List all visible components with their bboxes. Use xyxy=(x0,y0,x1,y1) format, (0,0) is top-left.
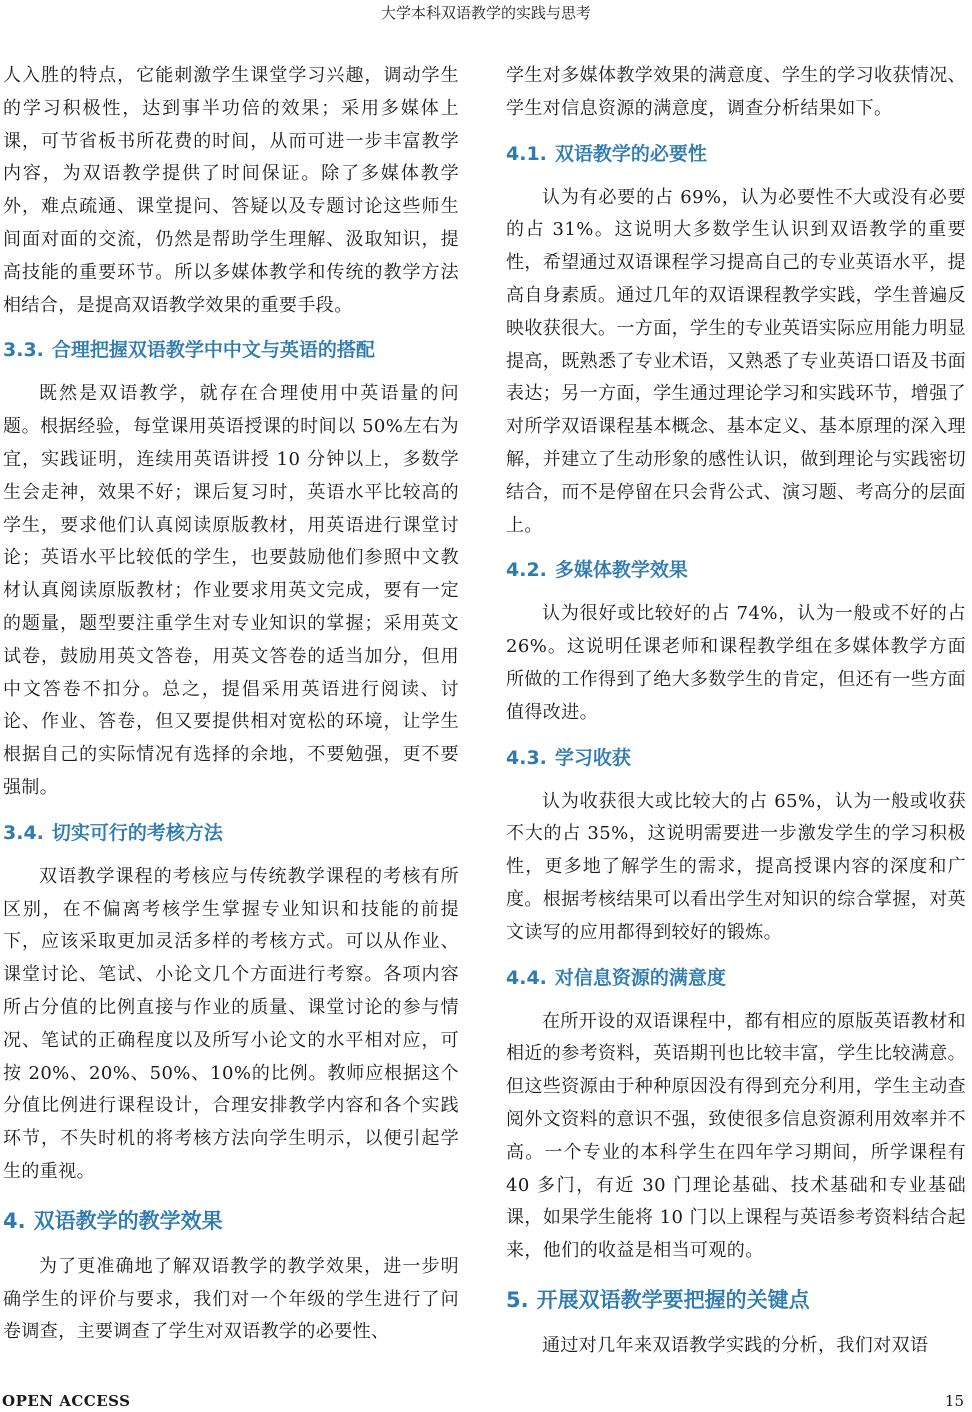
paragraph-continued: 人入胜的特点，它能刺激学生课堂学习兴趣，调动学生的学习积极性，达到事半功倍的效果；采用多媒体上课，可节省板书所花费的时间，从而可进一步丰富教学内容，为双语教学提供了时间保证。除了多媒体教学外，难点疏通、课堂提问、答疑以及专题讨论这些师生间面对面的交流，仍然是帮助学生理解、汲取知识，提高技能的重要环节。所以多媒体教学和传统的教学方法相结合，是提高双语教学效果的重要手段。 xyxy=(3,65,459,316)
left-column xyxy=(3,60,459,1349)
section-title: 合理把握双语教学中中文与英语的搭配 xyxy=(51,339,375,362)
section-heading-4-1 xyxy=(506,142,966,166)
section-number: 4.1. xyxy=(506,142,547,165)
paragraph-3-4: 双语教学课程的考核应与传统教学课程的考核有所区别，在不偏离考核学生掌握专业知识和技能的前提下，应该采取更加灵活多样的考核方式。可以从作业、课堂讨论、笔试、小论文几个方面进行考察。各项内容所占分值的比例直接与作业的质量、课堂讨论的参与情况、笔试的正确程度以及所写小论文的水平相对应，可按 20%、20%、50%、10%的比例。教师应根据这个分值比例进行课程设计，合理安排教学内容和各个实践环节，不失时机的将考核方法向学生明示，以便引起学生的重视。 xyxy=(3,865,459,1182)
right-column xyxy=(506,60,966,1363)
section-heading-3-4 xyxy=(3,821,459,845)
section-heading-4-2 xyxy=(506,558,966,582)
paragraph-4-2: 认为很好或比较好的占 74%，认为一般或不好的占 26%。这说明任课老师和课程教学组在多媒体教学方面所做的工作得到了绝大多数学生的肯定，但还有一些方面值得改进。 xyxy=(506,603,966,723)
section-number: 4.3. xyxy=(506,746,547,769)
section-number: 4.2. xyxy=(506,559,547,582)
section-heading-4-4 xyxy=(506,966,966,990)
section-title: 多媒体教学效果 xyxy=(554,559,688,582)
paragraph-4-4: 在所开设的双语课程中，都有相应的原版英语教材和相近的参考资料，英语期刊也比较丰富，学生比较满意。但这些资源由于种种原因没有得到充分利用，学生主动查阅外文资料的意识不强，致使很多信息资源利用效率并不高。一个专业的本科学生在四年学习期间，所学课程有 40 多门，有近 30 门理论基础、技术基础和专业基础课，如果学生能将 10 门以上课程与英语参考资料结合起来，他们的收益是相当可观的。 xyxy=(506,1010,966,1262)
section-number: 5. xyxy=(506,1287,529,1312)
paragraph-3-3: 既然是双语教学，就存在合理使用中英语量的问题。根据经验，每堂课用英语授课的时间以 50%左右为宜，实践证明，连续用英语讲授 10 分钟以上，多数学生会走神，效果不好；课后复习时，英语水平比较高的学生，要求他们认真阅读原版教材，用英语进行课堂讨论；英语水平比较低的学生，也要鼓励他们参照中文教材认真阅读原版教材；作业要求用英文完成，要有一定的题量，题型要注重学生对专业知识的掌握；采用英文试卷，鼓励用英文答卷，用英文答卷的适当加分，但用中文答卷不扣分。总之，提倡采用英语进行阅读、讨论、作业、答卷，但又要提供相对宽松的环境，让学生根据自己的实际情况有选择的余地，不要勉强，更不要强制。 xyxy=(3,383,459,798)
paragraph-5: 通过对几年来双语教学实践的分析，我们对双语 xyxy=(542,1334,929,1356)
section-number: 3.4. xyxy=(3,821,44,844)
paragraph-4-1: 认为有必要的占 69%，认为必要性不大或没有必要的占 31%。这说明大多数学生认识到双语教学的重要性，希望通过双语课程学习提高自己的专业英语水平，提高自身素质。通过几年的双语课程教学实践，学生普遍反映收获很大。一方面，学生的专业英语实际应用能力明显提高，既熟悉了专业术语，又熟悉了专业英语口语及书面表达；另一方面，学生通过理论学习和实践环节，增强了对所学双语课程基本概念、基本定义、基本原理的深入理解，并建立了生动形象的感性认识，做到理论与实践密切结合，而不是停留在只会背公式、演习题、考高分的层面上。 xyxy=(506,186,966,536)
page-number: 15 xyxy=(944,1392,964,1410)
running-header: 大学本科双语教学的实践与思考 xyxy=(380,4,591,22)
open-access-label: OPEN ACCESS xyxy=(2,1392,131,1410)
paragraph-4: 为了更准确地了解双语教学的教学效果，进一步明确学生的评价与要求，我们对一个年级的学生进行了问卷调查，主要调查了学生对双语教学的必要性、 xyxy=(3,1255,459,1343)
section-heading-5 xyxy=(506,1286,966,1314)
section-title: 切实可行的考核方法 xyxy=(51,821,223,844)
paragraph-continued: 学生对多媒体教学效果的满意度、学生的学习收获情况、学生对信息资源的满意度，调查分析结果如下。 xyxy=(506,65,966,119)
section-title: 开展双语教学要把握的关键点 xyxy=(536,1287,810,1312)
paragraph-4-3: 认为收获很大或比较大的占 65%，认为一般或收获不大的占 35%，这说明需要进一步激发学生的学习积极性，更多地了解学生的需求，提高授课内容的深度和广度。根据考核结果可以看出学生对知识的综合掌握，对英文读写的应用都得到较好的锻炼。 xyxy=(506,790,966,943)
section-number: 3.3. xyxy=(3,339,44,362)
section-heading-3-3 xyxy=(3,338,459,362)
section-heading-4 xyxy=(3,1207,459,1235)
section-title: 学习收获 xyxy=(554,746,631,769)
section-heading-4-3 xyxy=(506,746,966,770)
section-title: 双语教学的教学效果 xyxy=(33,1208,223,1233)
section-title: 对信息资源的满意度 xyxy=(554,966,726,989)
section-number: 4. xyxy=(3,1208,26,1233)
section-title: 双语教学的必要性 xyxy=(554,142,707,165)
section-number: 4.4. xyxy=(506,966,547,989)
